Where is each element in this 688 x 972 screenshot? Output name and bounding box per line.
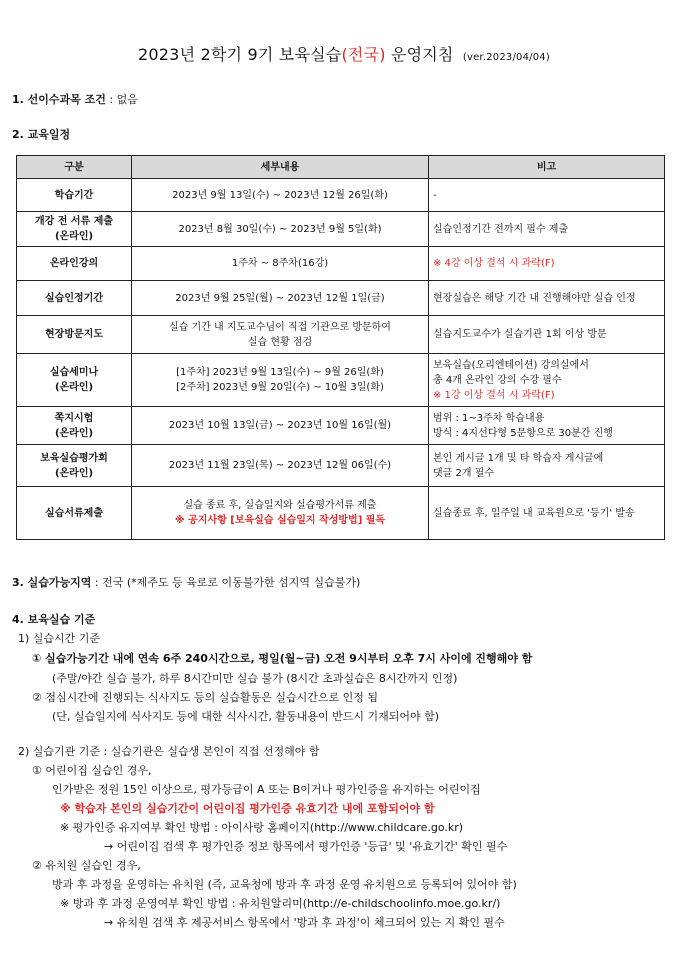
time-rule-2: ② 점심시간에 진행되는 식사지도 등의 실습활동은 실습시간으로 인정 됨 xyxy=(32,691,378,704)
details-cell-line: [2주차] 2023년 9월 20일(수) ~ 10월 3일(화) xyxy=(176,382,384,393)
category-cell-line: (온라인) xyxy=(54,231,94,242)
table-row xyxy=(17,354,665,407)
category-cell-line: (온라인) xyxy=(54,382,94,393)
category-cell xyxy=(17,487,132,540)
schedule-table xyxy=(16,155,665,540)
title-main: 2023년 2학기 9기 보육실습 xyxy=(138,45,342,64)
remarks-cell-line: 범위 : 1~3주차 학습내용 xyxy=(433,412,545,424)
category-cell-line: 보육실습평가회 xyxy=(40,452,108,464)
category-cell xyxy=(17,354,132,407)
subsection-institution: 2) 실습기관 기준 : 실습기관은 실습생 본인이 직접 선정해야 함 xyxy=(18,745,320,758)
category-cell xyxy=(17,445,132,487)
header-details: 세부내용 xyxy=(132,156,429,179)
details-cell xyxy=(132,407,429,445)
details-cell-line: 2023년 10월 13일(금) ~ 2023년 10월 16일(월) xyxy=(168,420,392,431)
remarks-cell-line: 댓글 2개 필수 xyxy=(433,467,495,479)
details-cell xyxy=(132,316,429,354)
category-cell-line: 실습세미나 xyxy=(49,367,99,378)
details-cell xyxy=(132,247,429,281)
details-cell xyxy=(132,179,429,212)
remarks-cell-line: 실습종료 후, 일주일 내 교육원으로 '등기' 발송 xyxy=(433,507,635,519)
category-cell xyxy=(17,212,132,247)
details-cell xyxy=(132,445,429,487)
category-cell xyxy=(17,179,132,212)
title-suffix: 운영지침 xyxy=(390,45,454,64)
details-cell-line: 2023년 11월 23일(목) ~ 2023년 12월 06일(수) xyxy=(168,460,392,471)
details-cell xyxy=(132,487,429,540)
section-label: 2. 교육일정 xyxy=(12,128,71,141)
section-label: 4. 보육실습 기준 xyxy=(12,613,96,626)
time-rule-1-note: (주말/야간 실습 불가, 하루 8시간미만 실습 불가 (8시간 초과실습은 8시간까지 인정) xyxy=(52,672,458,685)
details-cell-line: 실습 기간 내 지도교수님이 직접 기관으로 방문하여 xyxy=(169,321,391,333)
category-cell xyxy=(17,281,132,316)
table-header-row xyxy=(17,156,665,179)
table-row xyxy=(17,212,665,247)
category-cell-line: 학습기간 xyxy=(54,189,94,201)
details-cell-line: [1주차] 2023년 9월 13일(수) ~ 9월 26일(화) xyxy=(176,367,384,378)
kindergarten-description: 방과 후 과정을 운영하는 유치원 (즉, 교육청에 방과 후 과정 운영 유치원으로 등록되어 있어야 함) xyxy=(52,878,517,891)
category-cell-line: 온라인강의 xyxy=(49,258,99,269)
table-row xyxy=(17,179,665,212)
category-cell xyxy=(17,407,132,445)
details-cell xyxy=(132,212,429,247)
remarks-cell-line: - xyxy=(433,189,437,201)
section-standards xyxy=(12,611,95,627)
remarks-cell-line: 방식 : 4지선다형 5문항으로 30분간 진행 xyxy=(433,427,613,439)
daycare-case: ① 어린이집 실습인 경우, xyxy=(32,764,152,777)
remarks-cell xyxy=(429,407,665,445)
details-cell-line: 2023년 8월 30일(수) ~ 2023년 9월 5일(화) xyxy=(178,223,382,235)
details-cell-line: 2023년 9월 13일(수) ~ 2023년 12월 26일(화) xyxy=(172,189,388,201)
section-value: : 전국 (*제주도 등 육로로 이동불가한 섬지역 실습불가) xyxy=(94,576,361,589)
remarks-cell-line: 본인 게시글 1개 및 타 학습자 게시글에 xyxy=(433,452,604,464)
title-highlight: (전국) xyxy=(341,45,386,64)
category-cell-line: (온라인) xyxy=(54,467,94,479)
details-cell-warning: ※ 공지사항 [보육실습 실습일지 작성방법] 필독 xyxy=(174,515,386,526)
table-row xyxy=(17,281,665,316)
title-version: (ver.2023/04/04) xyxy=(462,52,550,63)
kindergarten-check-method: ※ 방과 후 과정 운영여부 확인 방법 : 유치원알리미(http://e-childschoolinfo.moe.go.kr/) xyxy=(60,897,501,910)
table-row xyxy=(17,247,665,281)
table-row xyxy=(17,487,665,540)
category-cell-line: 개강 전 서류 제출 xyxy=(34,216,114,227)
remarks-cell xyxy=(429,212,665,247)
daycare-check-step: → 어린이집 검색 후 평가인증 정보 항목에서 평가인증 '등급' 및 '유효기간' 확인 필수 xyxy=(104,840,508,853)
remarks-cell xyxy=(429,179,665,212)
remarks-cell xyxy=(429,354,665,407)
table-row xyxy=(17,407,665,445)
remarks-cell-warning: ※ 1강 이상 결석 시 과락(F) xyxy=(433,389,555,401)
remarks-cell-warning: ※ 4강 이상 결석 시 과락(F) xyxy=(433,258,555,269)
category-cell-line: 실습인정기간 xyxy=(45,292,103,304)
category-cell-line: (온라인) xyxy=(54,427,94,439)
details-cell-line: 2023년 9월 25일(월) ~ 2023년 12월 1일(금) xyxy=(175,292,385,304)
section-prerequisite xyxy=(12,91,138,107)
daycare-description: 인가받은 정원 15인 이상으로, 평가등급이 A 또는 B이거나 평가인증을 유지하는 어린이집 xyxy=(52,783,481,796)
section-schedule xyxy=(12,126,70,142)
category-cell-line: 현장방문지도 xyxy=(45,329,103,340)
section-value: : 없음 xyxy=(109,93,138,106)
remarks-cell-line: 총 4개 온라인 강의 수강 필수 xyxy=(433,374,562,386)
daycare-warning: ※ 학습자 본인의 실습기간이 어린이집 평가인증 유효기간 내에 포함되어야 함 xyxy=(60,802,435,815)
time-rule-1: ① 실습가능기간 내에 연속 6주 240시간으로, 평일(월~금) 오전 9시부터 오후 7시 사이에 진행해야 함 xyxy=(32,652,533,665)
subsection-time: 1) 실습시간 기준 xyxy=(18,632,101,645)
section-region xyxy=(12,574,360,590)
header-category: 구분 xyxy=(17,156,132,179)
category-cell-line: 실습서류제출 xyxy=(45,507,103,519)
category-cell xyxy=(17,316,132,354)
remarks-cell xyxy=(429,281,665,316)
time-rule-2-note: (단, 실습일지에 식사지도 등에 대한 식사시간, 활동내용이 반드시 기재되어야 함) xyxy=(52,710,440,723)
remarks-cell xyxy=(429,247,665,281)
section-label: 3. 실습가능지역 xyxy=(12,576,92,589)
remarks-cell xyxy=(429,445,665,487)
section-label: 1. 선이수과목 조건 xyxy=(12,93,106,106)
details-cell xyxy=(132,354,429,407)
details-cell xyxy=(132,281,429,316)
details-cell-line: 1주차 ~ 8주차(16강) xyxy=(231,258,329,269)
table-row xyxy=(17,316,665,354)
remarks-cell-line: 실습지도교수가 실습기관 1회 이상 방문 xyxy=(433,329,607,340)
category-cell xyxy=(17,247,132,281)
table-row xyxy=(17,445,665,487)
page-title xyxy=(0,42,688,65)
kindergarten-check-step: → 유치원 검색 후 제공서비스 항목에서 '방과 후 과정'이 체크되어 있는 지 확인 필수 xyxy=(104,916,505,929)
header-remarks: 비고 xyxy=(429,156,665,179)
remarks-cell-line: 보육실습(오리엔테이션) 강의실에서 xyxy=(433,359,589,371)
remarks-cell-line: 현장실습은 해당 기간 내 진행해야만 실습 인정 xyxy=(433,292,636,304)
category-cell-line: 쪽지시험 xyxy=(54,412,94,424)
remarks-cell xyxy=(429,487,665,540)
remarks-cell xyxy=(429,316,665,354)
details-cell-line: 실습 종료 후, 실습일지와 실습평가서류 제출 xyxy=(183,500,377,511)
details-cell-line: 실습 현황 점검 xyxy=(247,336,313,348)
remarks-cell-line: 실습인정기간 전까지 필수 제출 xyxy=(433,223,569,235)
kindergarten-case: ② 유치원 실습인 경우, xyxy=(32,859,141,872)
daycare-check-method: ※ 평가인증 유지여부 확인 방법 : 아이사랑 홈페이지(http://www.childcare.go.kr) xyxy=(60,821,464,834)
